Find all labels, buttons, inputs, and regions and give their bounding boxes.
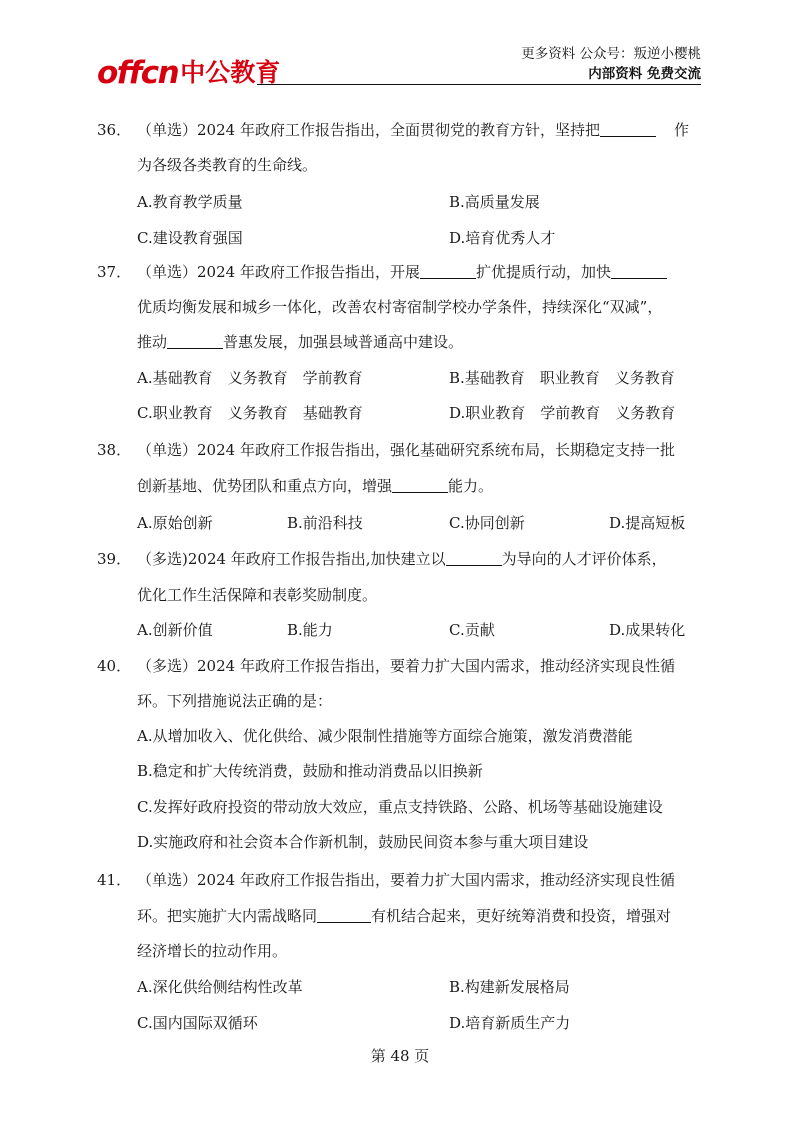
offcn-logo (97, 54, 281, 91)
question-line (137, 870, 675, 890)
question-text: （多选）2024 年政府工作报告指出，要着力扩大国内需求，推动经济实现良性循 (137, 657, 675, 675)
option-c: C.国内国际双循环 (137, 1014, 258, 1032)
option-c: C.协同创新 (449, 514, 525, 532)
question-line (137, 906, 671, 926)
question-text: 环。下列措施说法正确的是： (137, 692, 333, 710)
header-note-line2: 内部资料 免费交流 (588, 66, 701, 82)
question-text: 扩优提质行动，加快 (475, 263, 611, 281)
option-d: D.实施政府和社会资本合作新机制，鼓励民间资本参与重大项目建设 (137, 833, 589, 851)
question-text: 环。把实施扩大内需战略同 (137, 907, 318, 925)
question-text: 优化工作生活保障和表彰奖励制度。 (137, 586, 378, 604)
question-line (137, 941, 287, 961)
option-b: B.基础教育 职业教育 义务教育 (449, 369, 675, 387)
question-text: （单选）2024 年政府工作报告指出，强化基础研究系统布局，长期稳定支持一批 (137, 441, 675, 459)
question-line (137, 332, 463, 352)
option-a: A.原始创新 (137, 514, 213, 532)
answer-blank (611, 264, 667, 279)
option-a: A.创新价值 (137, 621, 213, 639)
option-b: B.高质量发展 (449, 193, 540, 211)
question-text: 推动 (137, 333, 168, 351)
option-a: A.教育教学质量 (137, 193, 243, 211)
option-a: A.基础教育 义务教育 学前教育 (137, 369, 363, 387)
question-text: 作 (673, 121, 689, 139)
option-c: C.贡献 (449, 621, 495, 639)
option-d: D.职业教育 学前教育 义务教育 (449, 404, 676, 422)
page-number: 第 48 页 (370, 1047, 430, 1065)
question-text: （单选）2024 年政府工作报告指出，全面贯彻党的教育方针，坚持把 (137, 121, 600, 139)
question-line (137, 155, 317, 175)
logo-latin-text: offcn (97, 55, 179, 91)
question-line (137, 440, 675, 460)
answer-blank (317, 908, 371, 923)
question-text: 有机结合起来，更好统筹消费和投资，增强对 (371, 907, 672, 925)
option-d: D.培育优秀人才 (449, 229, 556, 247)
question-number: 37． (97, 263, 132, 281)
question-number: 41． (97, 871, 132, 889)
option-b: B.前沿科技 (287, 514, 363, 532)
question-text: 创新基地、优势团队和重点方向，增强 (137, 477, 393, 495)
option-c: C.发挥好政府投资的带动放大效应，重点支持铁路、公路、机场等基础设施建设 (137, 798, 663, 816)
option-c: C.建设教育强国 (137, 229, 243, 247)
question-line (137, 549, 667, 569)
question-text: 经济增长的拉动作用。 (137, 942, 288, 960)
question-line (137, 656, 675, 676)
header-note-line1: 更多资料 公众号：叛逆小樱桃 (521, 46, 701, 62)
question-text: 优质均衡发展和城乡一体化，改善农村寄宿制学校办学条件，持续深化“双减”， (137, 298, 663, 316)
question-number: 38． (97, 441, 132, 459)
question-text: 为导向的人才评价体系， (501, 550, 667, 568)
answer-blank (600, 122, 656, 137)
answer-blank (446, 551, 502, 566)
question-line (137, 585, 377, 605)
logo-chinese-text: 中公教育 (180, 58, 281, 87)
header-note (521, 44, 701, 84)
header-divider (257, 84, 701, 85)
question-text: 能力。 (448, 477, 494, 495)
question-text: 为各级各类教育的生命线。 (137, 156, 318, 174)
option-b: B.稳定和扩大传统消费，鼓励和推动消费品以旧换新 (137, 762, 483, 780)
answer-blank (167, 334, 223, 349)
answer-blank (392, 478, 448, 493)
question-text: 普惠发展，加强县域普通高中建设。 (223, 333, 464, 351)
question-number: 39． (97, 550, 132, 568)
page-header (97, 44, 701, 90)
option-b: B.能力 (287, 621, 333, 639)
answer-blank (420, 264, 476, 279)
question-text: （单选）2024 年政府工作报告指出，开展 (137, 263, 420, 281)
question-number: 36． (97, 121, 132, 139)
question-line (137, 297, 662, 317)
question-line (137, 691, 332, 711)
option-a: A.深化供给侧结构性改革 (137, 978, 303, 996)
option-b: B.构建新发展格局 (449, 978, 570, 996)
question-line (137, 120, 689, 140)
question-number: 40． (97, 657, 132, 675)
option-d: D.培育新质生产力 (449, 1014, 571, 1032)
option-c: C.职业教育 义务教育 基础教育 (137, 404, 363, 422)
question-line (137, 262, 667, 282)
question-text: （单选）2024 年政府工作报告指出，要着力扩大国内需求，推动经济实现良性循 (137, 871, 675, 889)
option-d: D.成果转化 (609, 621, 686, 639)
option-d: D.提高短板 (609, 514, 686, 532)
question-text: （多选)2024 年政府工作报告指出,加快建立以 (137, 550, 446, 568)
question-line (137, 476, 493, 496)
option-a: A.从增加收入、优化供给、减少限制性措施等方面综合施策，激发消费潜能 (137, 727, 633, 745)
